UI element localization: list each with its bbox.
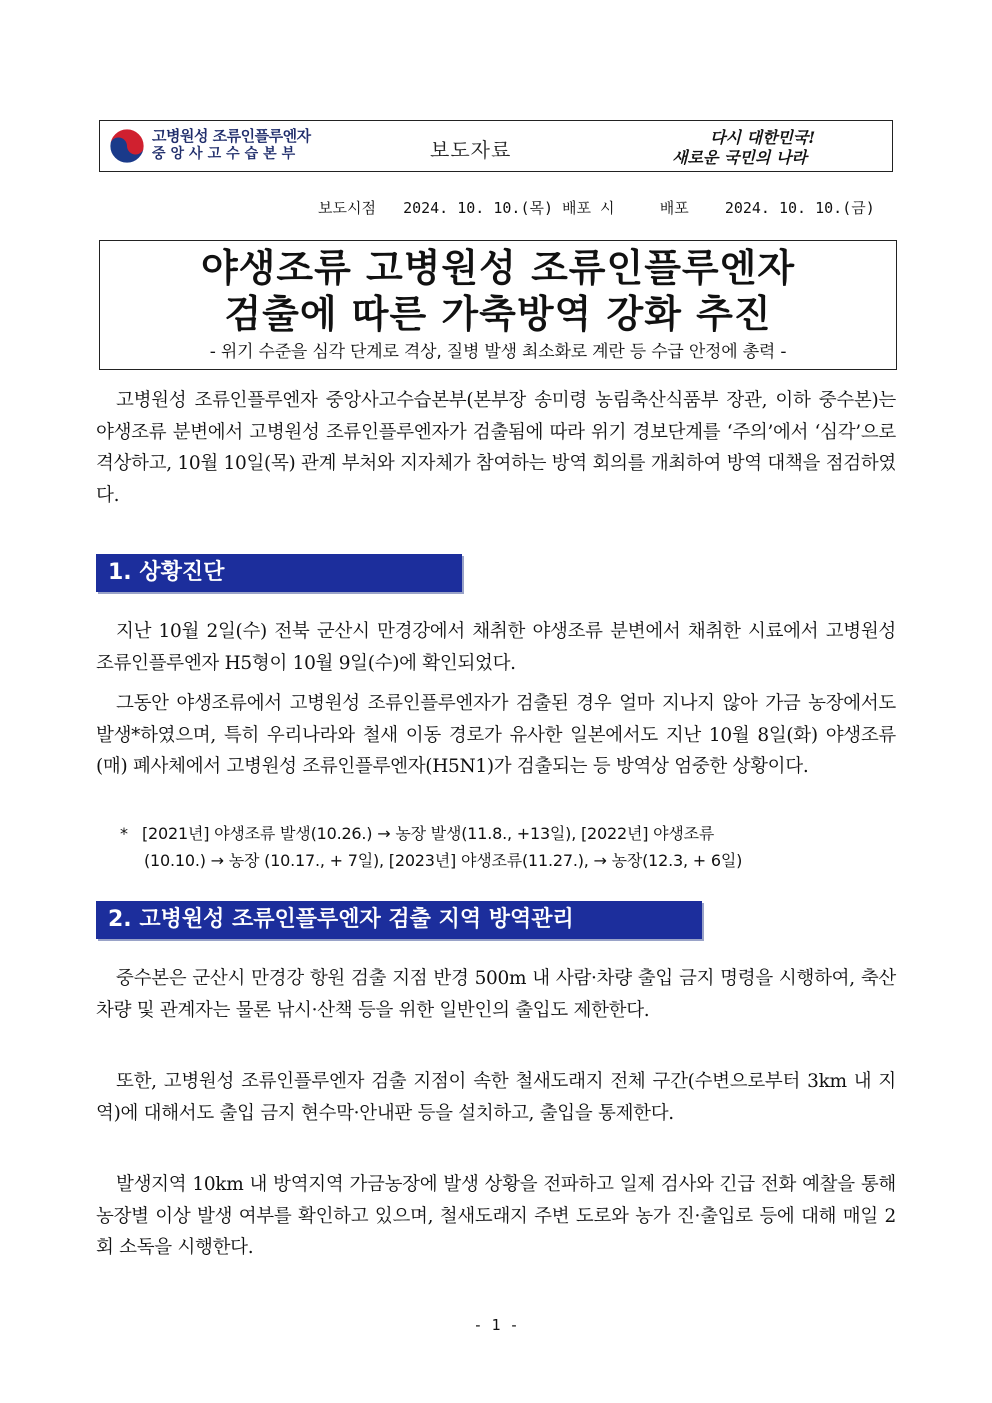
distribute-label: 배포 <box>659 199 689 217</box>
footnote-line2: (10.10.) → 농장 (10.17., + 7일), [2023년] 야생조류(11.27.), → 농장(12.3, + 6일) <box>144 851 743 870</box>
footnote-mark: * <box>120 824 128 843</box>
footnote <box>120 820 896 874</box>
release-label: 보도시점 <box>318 199 376 217</box>
title-line1: 야생조류 고병원성 조류인플루엔자 <box>200 246 796 290</box>
section2-paragraph1: 중수본은 군산시 만경강 항원 검출 지점 반경 500m 내 사람·차량 출입 금지 명령을 시행하여, 축산차량 및 관계자는 물론 낚시·산책 등을 위한 일반인의 출입도 제한한다. <box>96 968 896 1021</box>
intro-paragraph: 고병원성 조류인플루엔자 중앙사고수습본부(본부장 송미령 농림축산식품부 장관, 이하 중수본)는 야생조류 분변에서 고병원성 조류인플루엔자가 검출됨에 따라 위기 경보단계를 ‘주의’에서 ‘심각’으로 격상하고, 10월 10일(목) 관계 부처와 지자체가 참여하는 방역 회의를 개최하여 방역 대책을 점검하였다. <box>96 390 896 506</box>
page-number: - 1 - <box>473 1316 519 1334</box>
title-box <box>99 240 897 370</box>
slogan-line1: 다시 대한민국! <box>710 128 816 147</box>
section1-heading: 1. 상황진단 <box>96 554 462 592</box>
header-box <box>99 120 893 172</box>
slogan-calligraphy <box>670 125 880 169</box>
section1-paragraph2: 그동안 야생조류에서 고병원성 조류인플루엔자가 검출된 경우 얼마 지나지 않아 가금 농장에서도 발생*하였으며, 특히 우리나라와 철새 이동 경로가 유사한 일본에서도 지난 10월 8일(화) 야생조류(매) 폐사체에서 고병원성 조류인플루엔자(H5N1)가 검출되는 등 방역상 엄중한 상황이다. <box>96 693 896 777</box>
organization-name <box>152 127 311 163</box>
section1-paragraph1: 지난 10월 2일(수) 전북 군산시 만경강에서 채취한 야생조류 분변에서 채취한 시료에서 고병원성 조류인플루엔자 H5형이 10월 9일(수)에 확인되었다. <box>96 621 896 674</box>
org-line2: 중앙사고수습본부 <box>152 145 301 162</box>
release-meta <box>318 197 875 218</box>
subtitle: - 위기 수준을 심각 단계로 격상, 질병 발생 최소화로 계란 등 수급 안정에 총력 - <box>209 342 787 362</box>
doc-type: 보도자료 <box>430 138 512 162</box>
section2-paragraph3: 발생지역 10km 내 방역지역 가금농장에 발생 상황을 전파하고 일제 검사와 긴급 전화 예찰을 통해 농장별 이상 발생 여부를 확인하고 있으며, 철새도래지 주변 도로와 농가 진·출입로 등에 대해 매일 2회 소독을 시행한다. <box>96 1174 896 1258</box>
section2-paragraph2: 또한, 고병원성 조류인플루엔자 검출 지점이 속한 철새도래지 전체 구간(수변으로부터 3km 내 지역)에 대해서도 출입 금지 현수막·안내판 등을 설치하고, 출입을 통제한다. <box>96 1071 896 1124</box>
title-line2: 검출에 따른 가축방역 강화 추진 <box>224 292 772 336</box>
org-line1: 고병원성 조류인플루엔자 <box>152 127 311 145</box>
section2-heading: 2. 고병원성 조류인플루엔자 검출 지역 방역관리 <box>96 901 702 939</box>
release-value: 2024. 10. 10.(목) 배포 시 <box>403 199 615 217</box>
slogan-line2: 새로운 국민의 나라 <box>672 148 807 167</box>
footnote-line1: [2021년] 야생조류 발생(10.26.) → 농장 발생(11.8., +13일), [2022년] 야생조류 <box>142 824 715 843</box>
government-logo-icon <box>108 127 146 165</box>
distribute-value: 2024. 10. 10.(금) <box>724 199 875 217</box>
